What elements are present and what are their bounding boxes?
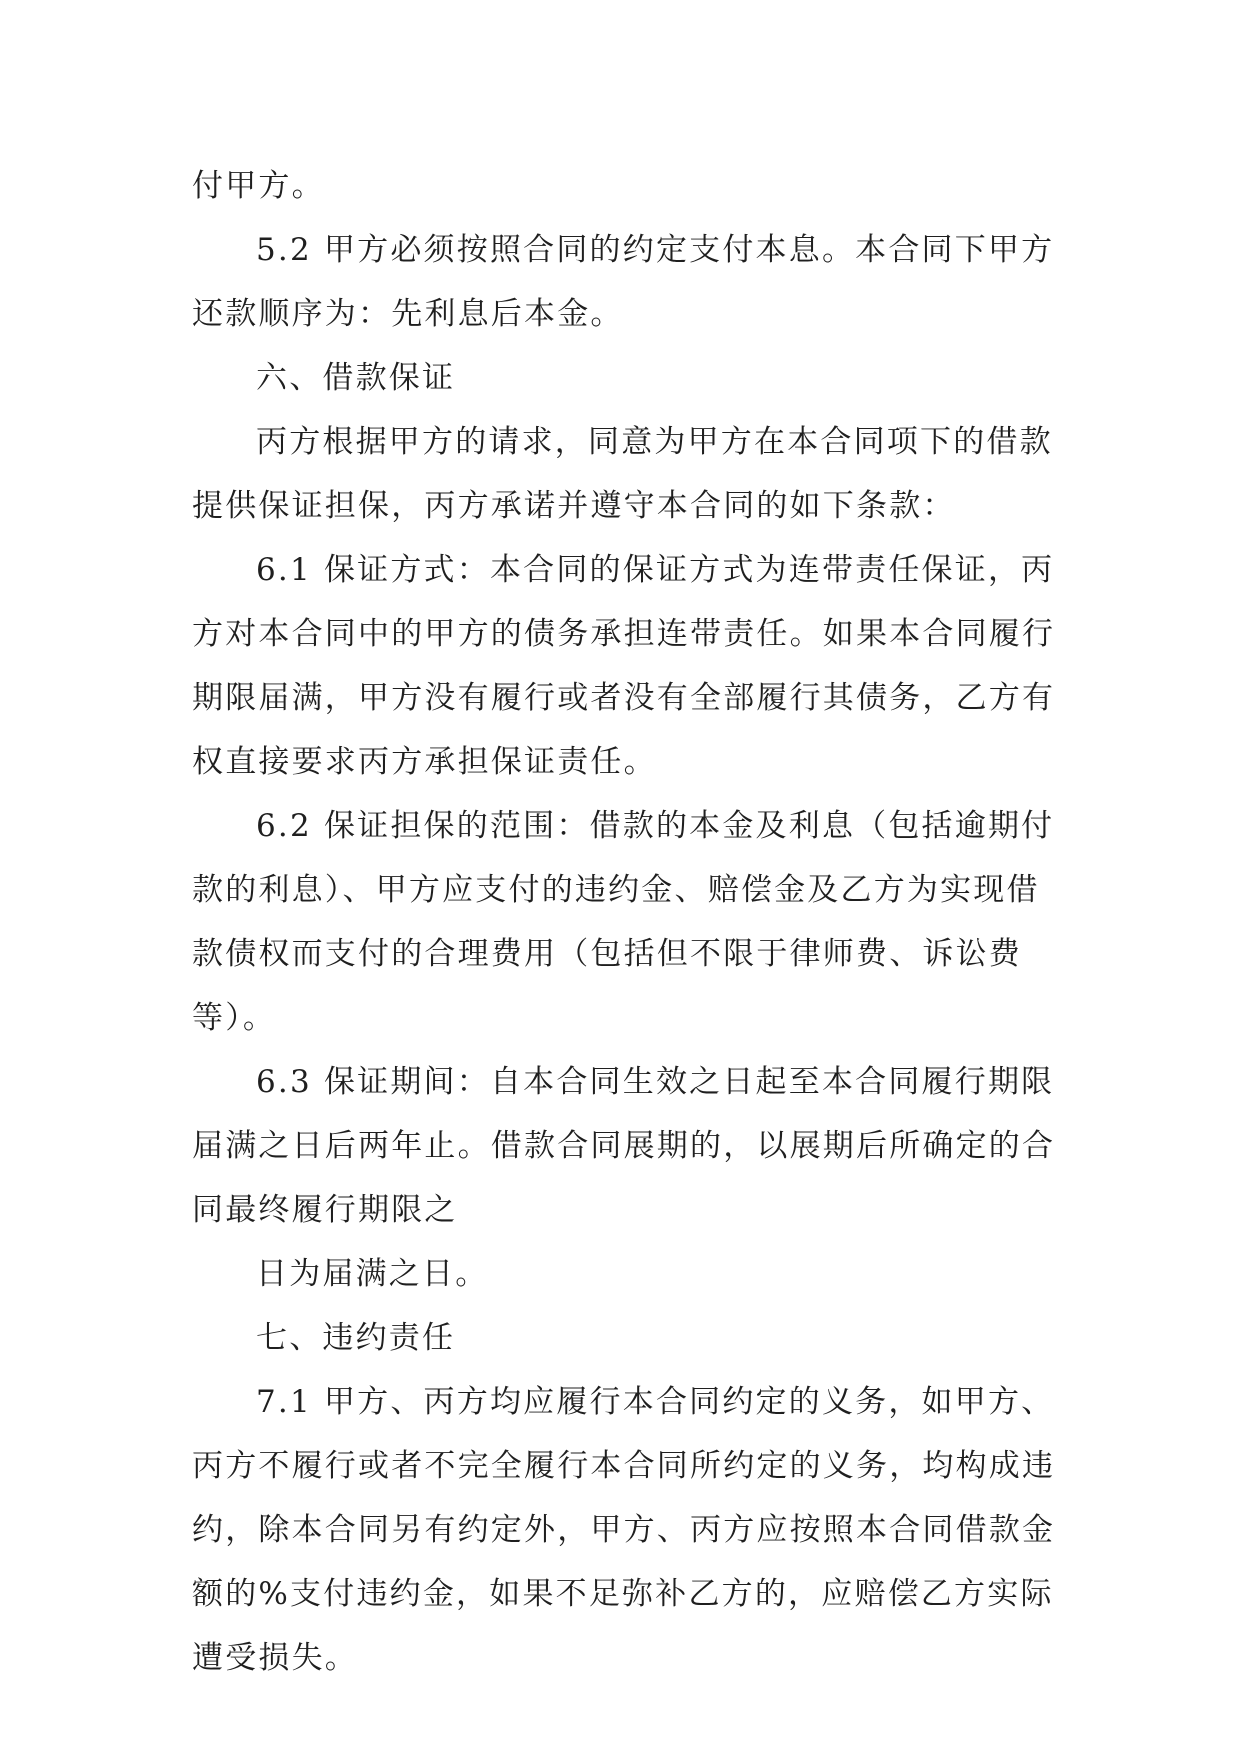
clause-6-2-line: 6.2 保证担保的范围：借款的本金及利息（包括逾期付 [256,808,1055,844]
paragraph-line: 约，除本合同另有约定外，甲方、丙方应按照本合同借款金 [192,1512,1056,1548]
paragraph-line: 款的利息）、甲方应支付的违约金、赔偿金及乙方为实现借 [192,872,1040,908]
paragraph-line: 方对本合同中的甲方的债务承担连带责任。如果本合同履行 [192,616,1056,652]
paragraph-line: 届满之日后两年止。借款合同展期的，以展期后所确定的合 [192,1128,1056,1164]
contract-text [192,154,1054,1690]
clause-6-3-line: 6.3 保证期间：自本合同生效之日起至本合同履行期限 [256,1064,1055,1100]
paragraph-line: 丙方不履行或者不完全履行本合同所约定的义务，均构成违 [192,1448,1056,1484]
clause-7-1-line: 7.1 甲方、丙方均应履行本合同约定的义务，如甲方、 [256,1384,1055,1420]
paragraph-line: 款债权而支付的合理费用（包括但不限于律师费、诉讼费 [192,936,1022,972]
paragraph-line: 权直接要求丙方承担保证责任。 [192,744,657,780]
text-line: 还款顺序为：先利息后本金。 [192,296,624,332]
paragraph-line: 遭受损失。 [192,1640,358,1676]
paragraph-line: 日为届满之日。 [256,1256,489,1292]
paragraph-line: 丙方根据甲方的请求，同意为甲方在本合同项下的借款 [256,424,1053,460]
section-heading-7: 七、违约责任 [256,1320,456,1356]
text-line: 付甲方。 [192,168,325,204]
clause-6-1-line: 6.1 保证方式：本合同的保证方式为连带责任保证，丙 [256,552,1055,588]
section-heading-6: 六、借款保证 [256,360,456,396]
paragraph-line: 期限届满，甲方没有履行或者没有全部履行其债务，乙方有 [192,680,1056,716]
paragraph-line: 等）。 [192,1000,277,1036]
paragraph-line: 同最终履行期限之 [192,1192,458,1228]
paragraph-line: 提供保证担保，丙方承诺并遵守本合同的如下条款： [192,488,956,524]
clause-5-2-line: 5.2 甲方必须按照合同的约定支付本息。本合同下甲方 [256,232,1055,268]
paragraph-line: 额的%支付违约金，如果不足弥补乙方的，应赔偿乙方实际 [192,1576,1054,1612]
